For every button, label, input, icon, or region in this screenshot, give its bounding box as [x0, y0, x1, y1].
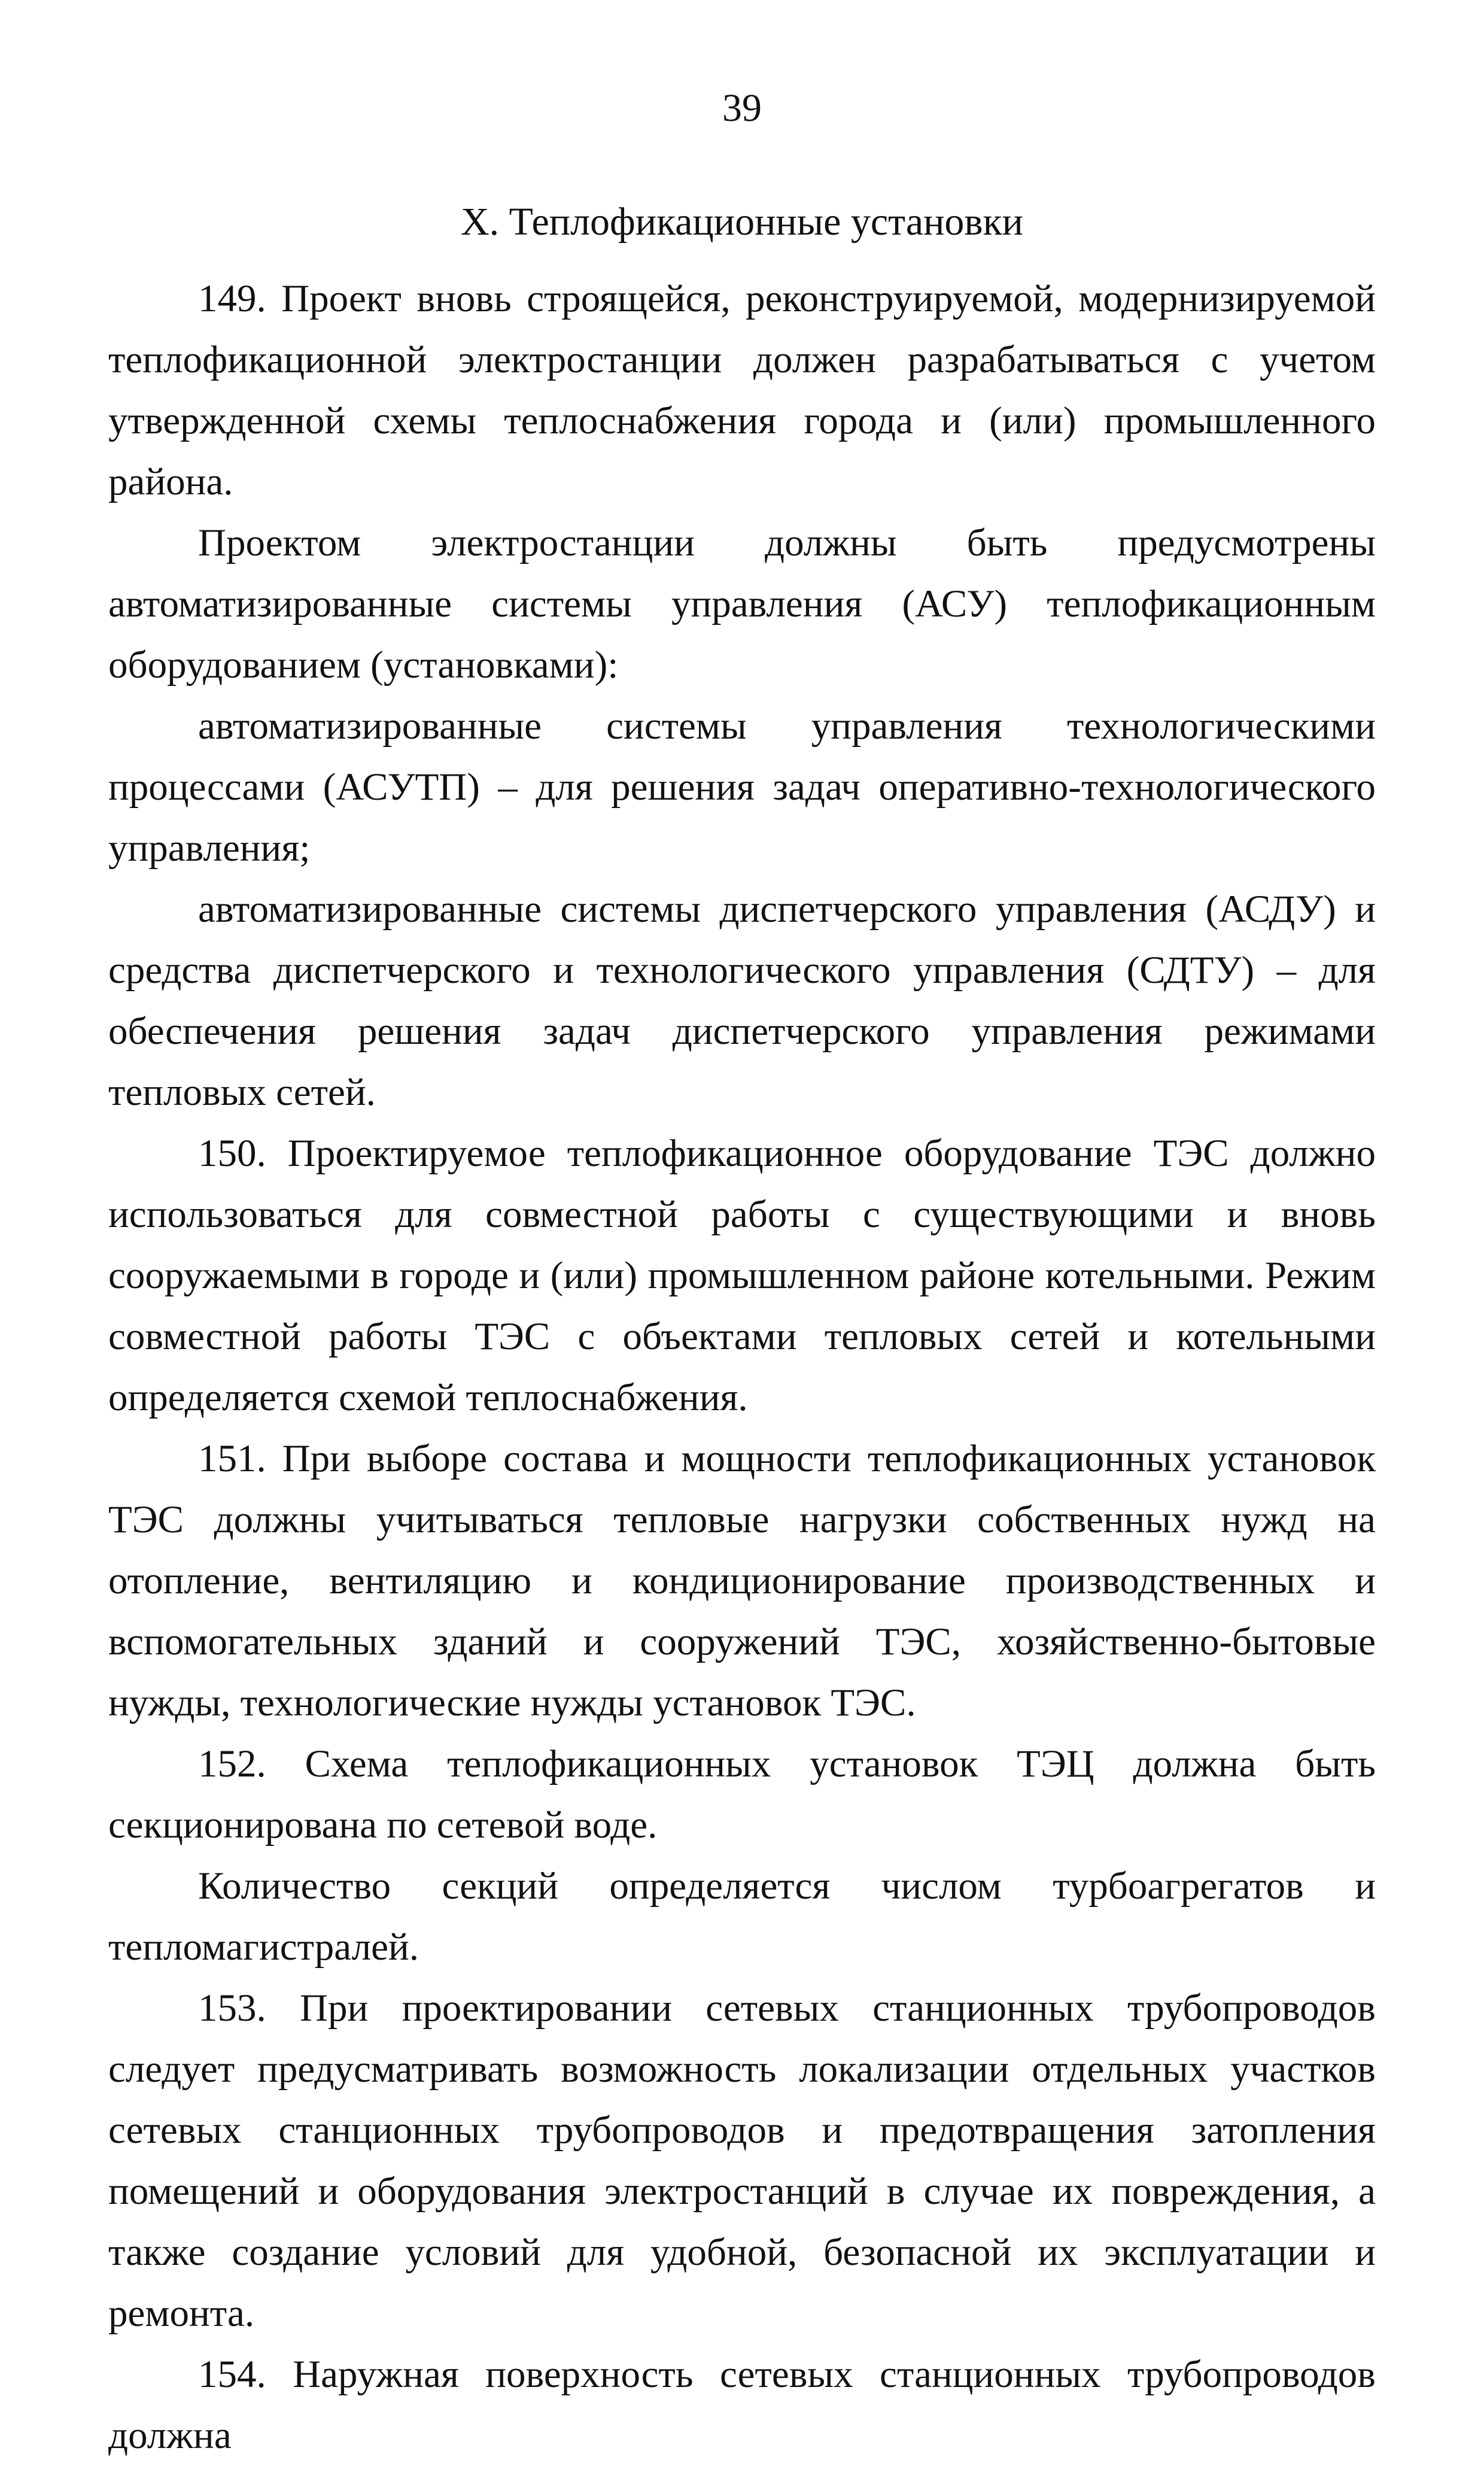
paragraph-153: 153. При проектировании сетевых станционных трубопроводов следует предусматривать возможность локализации отдельных участков сетевых станционных трубопроводов и предотвращения затопления помещений и оборудования электростанций в случае их повреждения, а также создание условий для удобной, безопасной их эксплуатации и ремонта. — [108, 1987, 1376, 2335]
paragraph-152: 152. Схема теплофикационных установок ТЭЦ должна быть секционирована по сетевой воде. — [108, 1742, 1376, 1847]
document-body — [108, 268, 1376, 2466]
paragraph-asutp: автоматизированные системы управления технологическими процессами (АСУТП) – для решения задач оперативно-технологического управления; — [108, 704, 1376, 870]
paragraph-151: 151. При выборе состава и мощности теплофикационных установок ТЭС должны учитываться тепловые нагрузки собственных нужд на отопление, вентиляцию и кондиционирование производственных и вспомогательных зданий и сооружений ТЭС, хозяйственно-бытовые нужды, технологические нужды установок ТЭС. — [108, 1437, 1376, 1724]
paragraph-154: 154. Наружная поверхность сетевых станционных трубопроводов должна — [108, 2353, 1376, 2457]
paragraph-asu-intro: Проектом электростанции должны быть предусмотрены автоматизированные системы управления (АСУ) теплофикационным оборудованием (установками): — [108, 521, 1376, 687]
paragraph-asdu: автоматизированные системы диспетчерского управления (АСДУ) и средства диспетчерского и технологического управления (СДТУ) – для обеспечения решения задач диспетчерского управления режимами тепловых сетей. — [108, 888, 1376, 1114]
paragraph-150: 150. Проектируемое теплофикационное оборудование ТЭС должно использоваться для совместной работы с существующими и вновь сооружаемыми в городе и (или) промышленном районе котельными. Режим совместной работы ТЭС с объектами тепловых сетей и котельными определяется схемой теплоснабжения. — [108, 1132, 1376, 1419]
page-number: 39 — [722, 86, 762, 130]
section-title: X. Теплофикационные установки — [461, 200, 1023, 244]
paragraph-sections-count: Количество секций определяется числом турбоагрегатов и тепломагистралей. — [108, 1864, 1376, 1969]
paragraph-149: 149. Проект вновь строящейся, реконструируемой, модернизируемой теплофикационной электростанции должен разрабатываться с учетом утвержденной схемы теплоснабжения города и (или) промышленного района. — [108, 277, 1376, 503]
